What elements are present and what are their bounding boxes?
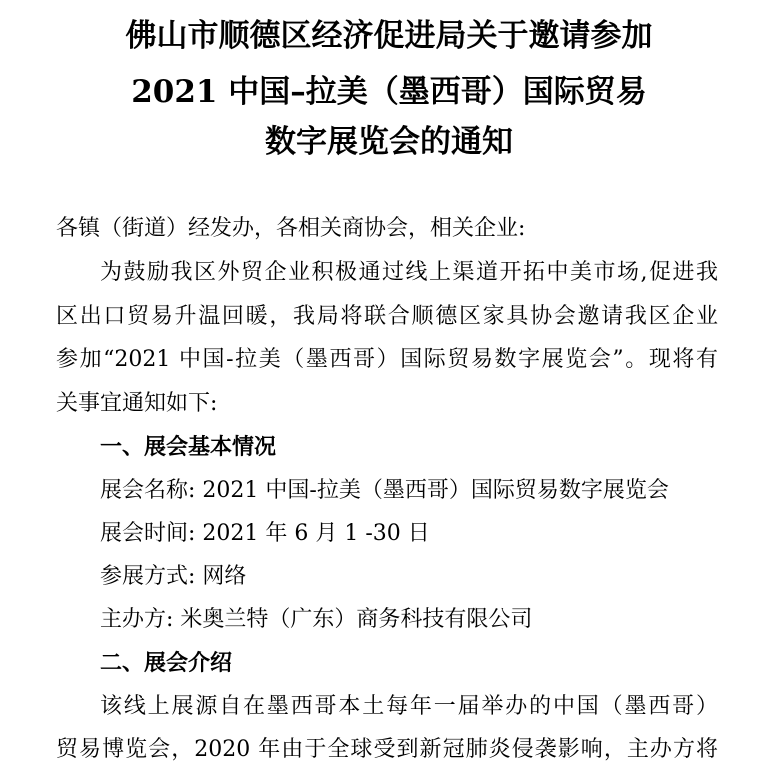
exhibition-time: 展会时间: 2021 年 6 月 1 -30 日 [100, 521, 430, 546]
section-2-heading: 二、展会介绍 [100, 651, 233, 676]
intro-line-4: 关事宜通知如下: [56, 391, 218, 416]
document-title-line-1: 佛山市顺德区经济促进局关于邀请参加 [125, 18, 653, 54]
intro-line-2: 区出口贸易升温回暖，我局将联合顺德区家具协会邀请我区企业 [56, 304, 718, 329]
section-1-heading: 一、展会基本情况 [100, 435, 277, 460]
document-title-line-2: 2021 中国–拉美（墨西哥）国际贸易 [131, 74, 647, 110]
participation-method: 参展方式: 网络 [100, 564, 247, 589]
intro-line-1: 为鼓励我区外贸企业积极通过线上渠道开拓中美市场,促进我 [100, 260, 718, 285]
exhibition-name: 展会名称: 2021 中国-拉美（墨西哥）国际贸易数字展览会 [100, 478, 669, 503]
salutation: 各镇（街道）经发办，各相关商协会，相关企业: [56, 216, 526, 241]
organizer: 主办方: 米奥兰特（广东）商务科技有限公司 [100, 607, 533, 632]
intro-line-3: 参加“2021 中国-拉美（墨西哥）国际贸易数字展览会”。现将有 [56, 347, 718, 372]
document-title-line-3: 数字展览会的通知 [265, 124, 513, 160]
section-2-line-2: 贸易博览会，2020 年由于全球受到新冠肺炎侵袭影响，主办方将 [56, 737, 718, 762]
section-2-line-1: 该线上展源自在墨西哥本土每年一届举办的中国（墨西哥） [100, 694, 718, 719]
